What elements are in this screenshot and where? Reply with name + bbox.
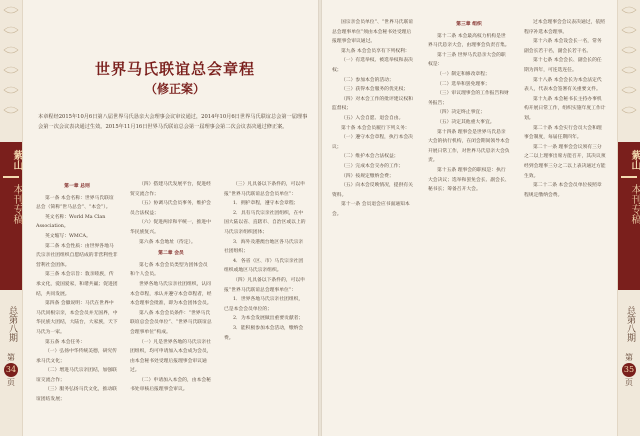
left-column-3 <box>224 180 306 343</box>
document-title: 世界马氏联谊总会章程 <box>94 60 255 78</box>
page-prefix: 第 <box>625 353 633 362</box>
article-paragraph: 第十六条 本会设会长一名，常务副会长若干名，副会长若干名。 <box>524 39 602 54</box>
chapter-heading: 第二章 会员 <box>158 250 184 257</box>
article-paragraph: （五）决定其他重大事宜。 <box>437 119 495 125</box>
page-number-badge: 34 <box>4 363 18 377</box>
article-paragraph: （四）按规定缴纳会费； <box>341 173 394 179</box>
page-prefix: 第 <box>7 353 15 362</box>
left-section-band <box>0 142 22 290</box>
article-paragraph: （一）有选举权、被选举权和表决权； <box>332 58 413 73</box>
article-paragraph: 第六条 本会地址（待定）。 <box>139 239 196 245</box>
article-paragraph: 英文名称：World Ma Clan Association。 <box>36 214 106 230</box>
article-paragraph: 4．各省（区、市）马氏宗亲社团组织或地区马氏宗亲组织。 <box>224 258 304 274</box>
page-number-left <box>0 352 22 388</box>
article-paragraph: 第十五条 理事会的职权是：执行大会决议；选举和罢免会长、副会长、秘书长；筹备召开大会。 <box>428 167 510 193</box>
decorative-pattern-icon <box>0 0 22 120</box>
article-paragraph: 第七条 本会会员类型为团体会员和个人会员。 <box>130 262 208 278</box>
article-paragraph: （二）申请加入本会的，由本会秘书处审核后报理事会审议。 <box>130 377 211 393</box>
article-paragraph: 世界各地马氏宗亲社团组织，认同本会章程，承认并遵守本会章程者，经本会理事会批准，即为本会团体会员。 <box>130 281 212 307</box>
article-paragraph: （六）促进两岸和平统一，推进中华民族复兴。 <box>130 220 211 235</box>
article-paragraph: 第十七条 本会会长、副会长的任期为四年，可连选连任。 <box>524 58 602 73</box>
page-number-right <box>618 352 640 388</box>
article-paragraph: 3．海外及港澳台地区各马氏宗亲社团组织； <box>224 239 304 255</box>
right-page <box>322 0 640 436</box>
left-column-2 <box>130 180 212 395</box>
page-suffix: 页 <box>7 378 15 387</box>
article-paragraph: 1．拥护章程，遵守本会章程； <box>233 201 299 207</box>
volume-label-left: 总第八期 <box>7 306 17 342</box>
article-paragraph: 第一条 本会名称：世界马氏联谊总会（简称“世马总会”、“本会”）。 <box>36 195 114 211</box>
right-column-1 <box>332 18 414 219</box>
volume-label-right: 总第八期 <box>625 306 635 342</box>
left-page <box>0 0 318 436</box>
article-paragraph: 3．能积极参加本会活动，缴纳会费。 <box>224 325 304 341</box>
band-top-text: 紫山 <box>629 150 640 170</box>
article-paragraph: （四）搭建马氏发展平台，促进经贸交流合作； <box>130 182 211 197</box>
band-bottom-text: 本刊专稿 <box>11 184 22 224</box>
article-paragraph: 第八条 本会会员条件：“世界马氏联谊总会会员单位”、“世界马氏联谊总会理事单位”构成。 <box>130 310 212 335</box>
article-paragraph: 第二十条 本会实行会员大会和理事会制度，每届任期四年。 <box>524 125 602 141</box>
right-column-3 <box>524 18 606 200</box>
page-suffix: 页 <box>625 378 633 387</box>
band-bottom-text: 本刊专稿 <box>629 184 640 224</box>
article-paragraph: 第十条 本会会员履行下列义务： <box>341 125 410 131</box>
article-paragraph: （四）凡具备以下条件的，可以申报“世界马氏联谊总会理事单位”： <box>224 277 305 293</box>
article-paragraph: 第十四条 理事会是世界马氏恳亲大会的执行机构，在闭会期间领导本会开展日常工作，对世界马氏恳亲大会负责。 <box>428 129 510 164</box>
left-column-1 <box>36 180 118 405</box>
article-paragraph: （五）协调马氏会员事务，维护会员合法权益； <box>130 201 211 216</box>
article-paragraph: 第十八条 本会会长为本会法定代表人，代表本会签署有关重要文件。 <box>524 77 602 93</box>
right-column-2 <box>428 18 510 195</box>
article-paragraph: 第十三条 世界马氏恳亲大会的职权是： <box>428 52 506 68</box>
article-paragraph: （三）凡具备以下条件的，可以申报“世界马氏联谊总会会员单位”： <box>224 182 305 197</box>
article-paragraph: （四）对本会工作的批评建议权和监督权； <box>332 96 413 112</box>
article-paragraph: （一）弘扬中华传统美德，研究传承马氏文化； <box>36 349 117 364</box>
article-paragraph: （四）决定终止事宜； <box>437 110 485 116</box>
article-paragraph: 第四条 会徽说明：马氏在世界中马氏同根宗亲，本会会员并无国界，中华民族大团结，大陆台，大家族，天下马氏为一家。 <box>36 301 118 335</box>
article-paragraph: （五）向本会反映情况，提供有关资料。 <box>332 183 413 198</box>
article-paragraph: （五）入会自愿、退会自由。 <box>341 115 404 121</box>
article-paragraph: 第二十一条 理事会会议须有三分之二以上理事出席方能召开，其决议须经到会理事三分之二以上表决通过方能生效。 <box>524 144 606 179</box>
document-subtitle: （修正案） <box>144 82 205 96</box>
article-paragraph: （一）制定和修改章程； <box>437 71 490 77</box>
intro-paragraph: 本章程经2015年10月6日第八届世界马氏恳亲大会理事会议审议通过，2014年10月6日世界马氏联谊总会第一届理事会第一次会议表决通过生效。2015年11月16日世界马氏联谊总会第一届理事会第二次会议表决通过修正案。 <box>38 114 308 130</box>
article-paragraph: 第十二条 本会最高权力机构是世界马氏恳亲大会，由理事会负责召集。 <box>428 33 510 49</box>
article-paragraph: （一）凡是世界各地的马氏宗亲社团组织，均可申请加入本会成为会员，由本会秘书处受理后报理事会审议通过。 <box>130 339 212 374</box>
article-paragraph: （三）审议理事会的工作报告和财务报告； <box>428 91 509 106</box>
right-section-band <box>618 142 640 290</box>
article-paragraph: （二）维护本会合法权益； <box>341 154 399 160</box>
article-paragraph: 1．世界各地马氏宗亲社团组织，已是本会会员单位的； <box>224 297 304 312</box>
article-paragraph: 过本会理事会会议表决通过，依照程序补选本会理事。 <box>524 20 605 35</box>
article-paragraph: 第三条 本会宗旨：敦亲睦族，传承文化，爱国爱家，和谐共赢；促进团结，共同发展。 <box>36 272 118 297</box>
band-top-text: 紫山 <box>11 150 22 170</box>
article-paragraph: 第二十二条 本会会员单位按照章程规定缴纳会费。 <box>524 183 602 198</box>
decorative-pattern-icon <box>618 0 640 120</box>
article-paragraph: 国宗亲会员单位”、“世界马氏联谊总会理事单位”须由本会秘书处受理后报理事会审议通过。 <box>332 20 414 45</box>
article-paragraph: （二）参加本会的活动； <box>341 77 394 83</box>
chapter-heading: 第三章 组织 <box>456 21 482 27</box>
band-divider <box>3 176 19 178</box>
article-paragraph: 英文缩写：WMCA。 <box>45 233 91 239</box>
article-paragraph: 第二条 本会性质：由世界各地马氏宗亲社团组织自愿结成的非营利性非营利社会团体。 <box>36 243 118 268</box>
article-paragraph: （二）选举和罢免理事； <box>437 81 490 87</box>
article-paragraph: 第九条 本会会员享有下列权利： <box>341 48 410 54</box>
chapter-heading: 第一章 总则 <box>64 183 90 189</box>
article-paragraph: （三）获得本会服务的优先权； <box>341 87 409 93</box>
article-paragraph: （三）服务弘扬马氏文化，推动联谊团结发展； <box>36 387 117 403</box>
article-paragraph: （二）增进马氏宗亲团结，加强联谊交流合作； <box>36 368 117 383</box>
article-paragraph: （一）遵守本会章程，执行本会决议； <box>332 135 413 150</box>
article-paragraph: （三）完成本会交办的工作； <box>341 163 404 169</box>
band-divider <box>621 176 637 178</box>
article-paragraph: 第十一条 会员退会应书面通知本会。 <box>332 202 410 217</box>
article-paragraph: 2．为本会发展做出重要贡献者； <box>233 316 304 322</box>
page-number-badge: 35 <box>622 363 636 377</box>
article-paragraph: 第五条 本会任务： <box>45 339 85 345</box>
article-paragraph: 第十九条 本会秘书长主持办事机构开展日常工作，组织实施年度工作计划。 <box>524 96 606 121</box>
article-paragraph: 2．具有马氏宗亲社团组织，在中国大陆以省、直辖市、自治区或以上的马氏宗亲组织团体； <box>224 210 306 235</box>
